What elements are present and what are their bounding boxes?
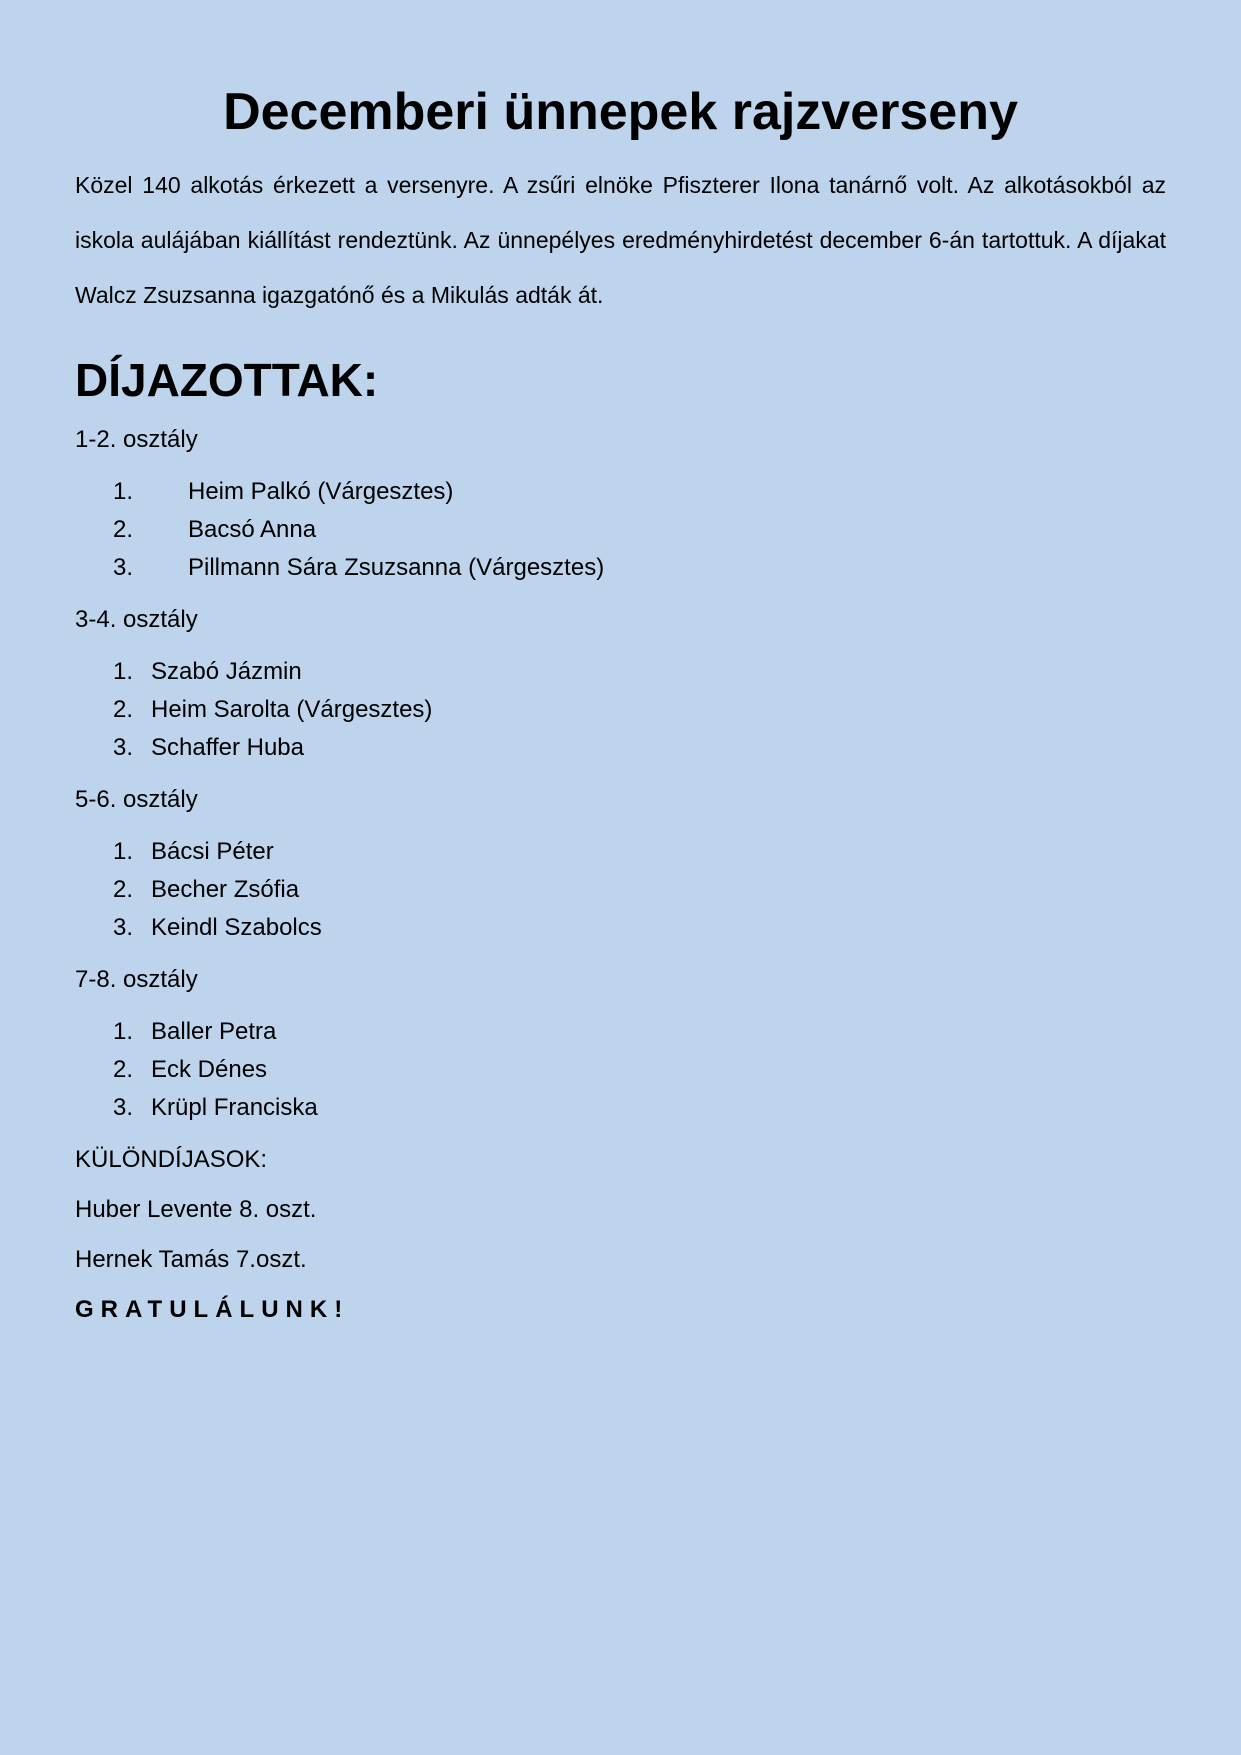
winner-name: Bacsó Anna (188, 516, 317, 543)
congratulations: GRATULÁLUNK! (75, 1296, 350, 1323)
list-item (75, 1013, 1166, 1051)
list-item (75, 511, 1166, 549)
rank-number: 3. (113, 914, 134, 941)
rank-number: 2. (113, 876, 134, 903)
rank-number: 3. (113, 554, 134, 581)
winner-name: Bácsi Péter (151, 838, 274, 865)
category-label-1-2: 1-2. osztály (75, 426, 198, 453)
winner-name: Becher Zsófia (151, 876, 300, 903)
list-item (75, 833, 1166, 871)
winner-name: Schaffer Huba (151, 734, 304, 761)
rank-number: 1. (113, 658, 134, 685)
list-item (75, 691, 1166, 729)
rank-number: 3. (113, 1094, 134, 1121)
rank-number: 2. (113, 696, 134, 723)
list-item (75, 1089, 1166, 1127)
special-winner-1: Huber Levente 8. oszt. (75, 1196, 317, 1223)
document-title: Decemberi ünnepek rajzverseny (223, 83, 1018, 141)
category-label-3-4: 3-4. osztály (75, 606, 198, 633)
winner-name: Pillmann Sára Zsuzsanna (Várgesztes) (188, 554, 605, 581)
list-item (75, 909, 1166, 947)
intro-paragraph: Közel 140 alkotás érkezett a versenyre. A zsűri elnöke Pfiszterer Ilona tanárnő volt. Az alkotásokból az iskola aulájában kiállítást rendeztünk. Az ünnepélyes eredményhirdetést december 6-án tartottuk. A díjakat Walcz Zsuzsanna igazgatónő és a Mikulás adták át. (75, 172, 1166, 308)
winner-name: Keindl Szabolcs (151, 914, 322, 941)
special-winner-2: Hernek Tamás 7.oszt. (75, 1246, 307, 1273)
list-item (75, 729, 1166, 767)
rank-number: 1. (113, 478, 134, 505)
winner-name: Krüpl Franciska (151, 1094, 318, 1121)
list-item (75, 549, 1166, 587)
rank-number: 1. (113, 838, 134, 865)
list-item (75, 1051, 1166, 1089)
list-item (75, 473, 1166, 511)
rank-number: 3. (113, 734, 134, 761)
winner-list-5-6 (75, 833, 1166, 947)
rank-number: 2. (113, 1056, 134, 1083)
winner-name: Heim Palkó (Várgesztes) (188, 478, 454, 505)
winner-name: Heim Sarolta (Várgesztes) (151, 696, 433, 723)
category-label-7-8: 7-8. osztály (75, 966, 198, 993)
winner-list-3-4 (75, 653, 1166, 767)
winners-heading: DÍJAZOTTAK: (75, 354, 379, 406)
category-label-5-6: 5-6. osztály (75, 786, 198, 813)
winner-name: Baller Petra (151, 1018, 277, 1045)
special-heading: KÜLÖNDÍJASOK: (75, 1146, 268, 1173)
list-item (75, 653, 1166, 691)
winner-name: Szabó Jázmin (151, 658, 302, 685)
winner-list-1-2 (75, 473, 1166, 587)
winner-name: Eck Dénes (151, 1056, 268, 1083)
winner-list-7-8 (75, 1013, 1166, 1127)
rank-number: 2. (113, 516, 134, 543)
list-item (75, 871, 1166, 909)
rank-number: 1. (113, 1018, 134, 1045)
